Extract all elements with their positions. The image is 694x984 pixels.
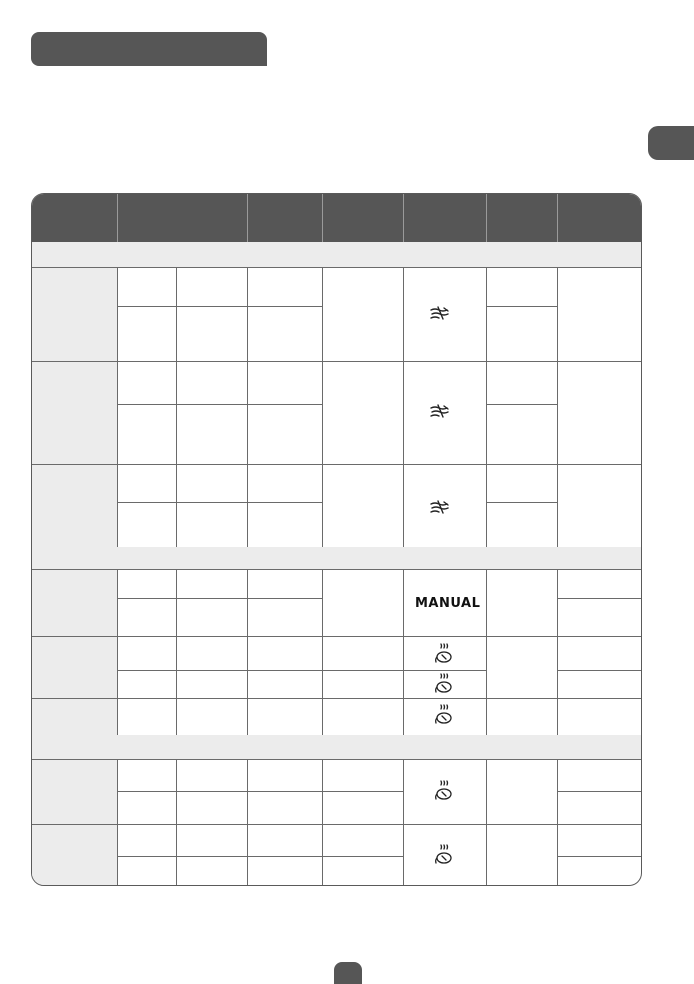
roast-chicken-icon — [433, 643, 455, 665]
section-band-1 — [32, 242, 641, 268]
row-label-cell — [32, 698, 117, 735]
manual-mode-label: MANUAL — [415, 596, 481, 611]
roast-chicken-icon — [433, 704, 455, 726]
row-label-cell — [32, 361, 117, 464]
table-header — [32, 194, 641, 242]
row-label-cell — [32, 268, 117, 361]
section-title-tab — [31, 32, 267, 66]
page-number-tab — [334, 962, 362, 984]
fan-steam-icon — [429, 305, 451, 321]
roast-chicken-icon — [433, 673, 455, 695]
section-band-2 — [32, 547, 641, 570]
fan-steam-icon — [429, 403, 451, 419]
fan-steam-icon — [429, 499, 451, 515]
roast-chicken-icon — [433, 844, 455, 866]
row-label-cell — [32, 760, 117, 824]
row-label-cell — [32, 824, 117, 886]
section-band-3 — [32, 735, 641, 760]
language-tab — [648, 126, 694, 160]
row-label-cell — [32, 570, 117, 636]
row-label-cell — [32, 636, 117, 698]
cooking-table — [31, 193, 642, 886]
row-label-cell — [32, 464, 117, 547]
roast-chicken-icon — [433, 780, 455, 802]
